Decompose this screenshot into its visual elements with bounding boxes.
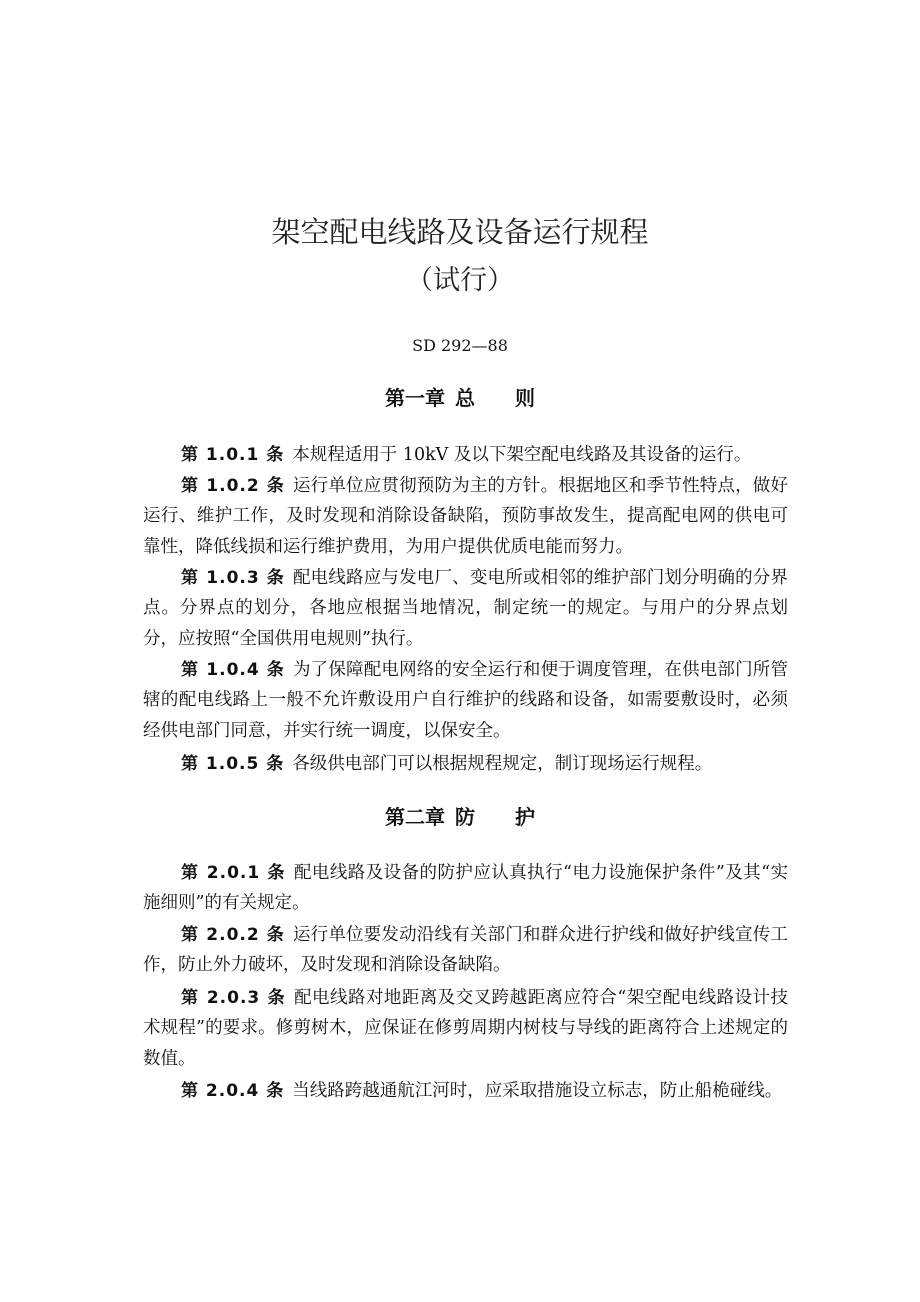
chapter-heading xyxy=(0,803,920,831)
document-subtitle: （试行） xyxy=(406,265,514,296)
chapter-title-part: 总 xyxy=(455,386,475,410)
article-text: 本规程适用于 10kV 及以下架空配电线路及其设备的运行。 xyxy=(292,445,752,465)
article-number: 第 1.0.3 条 xyxy=(181,568,285,588)
article-number: 第 1.0.2 条 xyxy=(181,476,285,496)
article-number: 第 1.0.4 条 xyxy=(181,660,285,680)
article-number: 第 2.0.3 条 xyxy=(181,988,287,1008)
chapter-title-part: 护 xyxy=(515,805,535,829)
article-text: 配电线路及设备的防护应认真执行“电力设施保护条件”及其“实施细则”的有关规定。 xyxy=(143,863,788,914)
article xyxy=(143,563,788,654)
article-number: 第 2.0.4 条 xyxy=(181,1081,285,1101)
chapter-title-part: 则 xyxy=(515,386,535,410)
article-text: 运行单位应贯彻预防为主的方针。根据地区和季节性特点，做好运行、维护工作，及时发现和消除设备缺陷，预防事故发生，提高配电网的供电可靠性，降低线损和运行维护费用，为用户提供优质电能而努力。 xyxy=(143,476,788,557)
article-text: 各级供电部门可以根据规程规定，制订现场运行规程。 xyxy=(292,754,713,774)
article-text: 配电线路对地距离及交叉跨越距离应符合“架空配电线路设计技术规程”的要求。修剪树木，应保证在修剪周期内树枝与导线的距离符合上述规定的数值。 xyxy=(143,988,788,1069)
document-title: 架空配电线路及设备运行规程 xyxy=(271,215,649,249)
article xyxy=(143,749,788,779)
chapter-label: 第一章 xyxy=(385,386,445,410)
article xyxy=(143,983,788,1074)
article-text: 当线路跨越通航江河时，应采取措施设立标志，防止船桅碰线。 xyxy=(292,1081,783,1101)
chapter-heading xyxy=(0,384,920,412)
article xyxy=(143,655,788,746)
article xyxy=(143,920,788,981)
article-text: 配电线路应与发电厂、变电所或相邻的维护部门划分明确的分界点。分界点的划分，各地应根据当地情况，制定统一的规定。与用户的分界点划分，应按照“全国供用电规则”执行。 xyxy=(143,568,788,649)
article xyxy=(143,471,788,562)
chapter-label: 第二章 xyxy=(385,805,445,829)
article-number: 第 2.0.1 条 xyxy=(181,863,286,883)
article xyxy=(143,858,788,919)
article xyxy=(143,1076,788,1106)
article-number: 第 1.0.1 条 xyxy=(181,445,285,465)
article-number: 第 2.0.2 条 xyxy=(181,925,285,945)
document-code: SD 292—88 xyxy=(412,336,508,355)
article xyxy=(143,440,788,470)
article-text: 运行单位要发动沿线有关部门和群众进行护线和做好护线宣传工作，防止外力破坏，及时发现和消除设备缺陷。 xyxy=(143,925,788,976)
article-text: 为了保障配电网络的安全运行和便于调度管理，在供电部门所管辖的配电线路上一般不允许敷设用户自行维护的线路和设备，如需要敷设时，必须经供电部门同意，并实行统一调度，以保安全。 xyxy=(143,660,788,741)
article-number: 第 1.0.5 条 xyxy=(181,754,285,774)
chapter-title-part: 防 xyxy=(455,805,475,829)
